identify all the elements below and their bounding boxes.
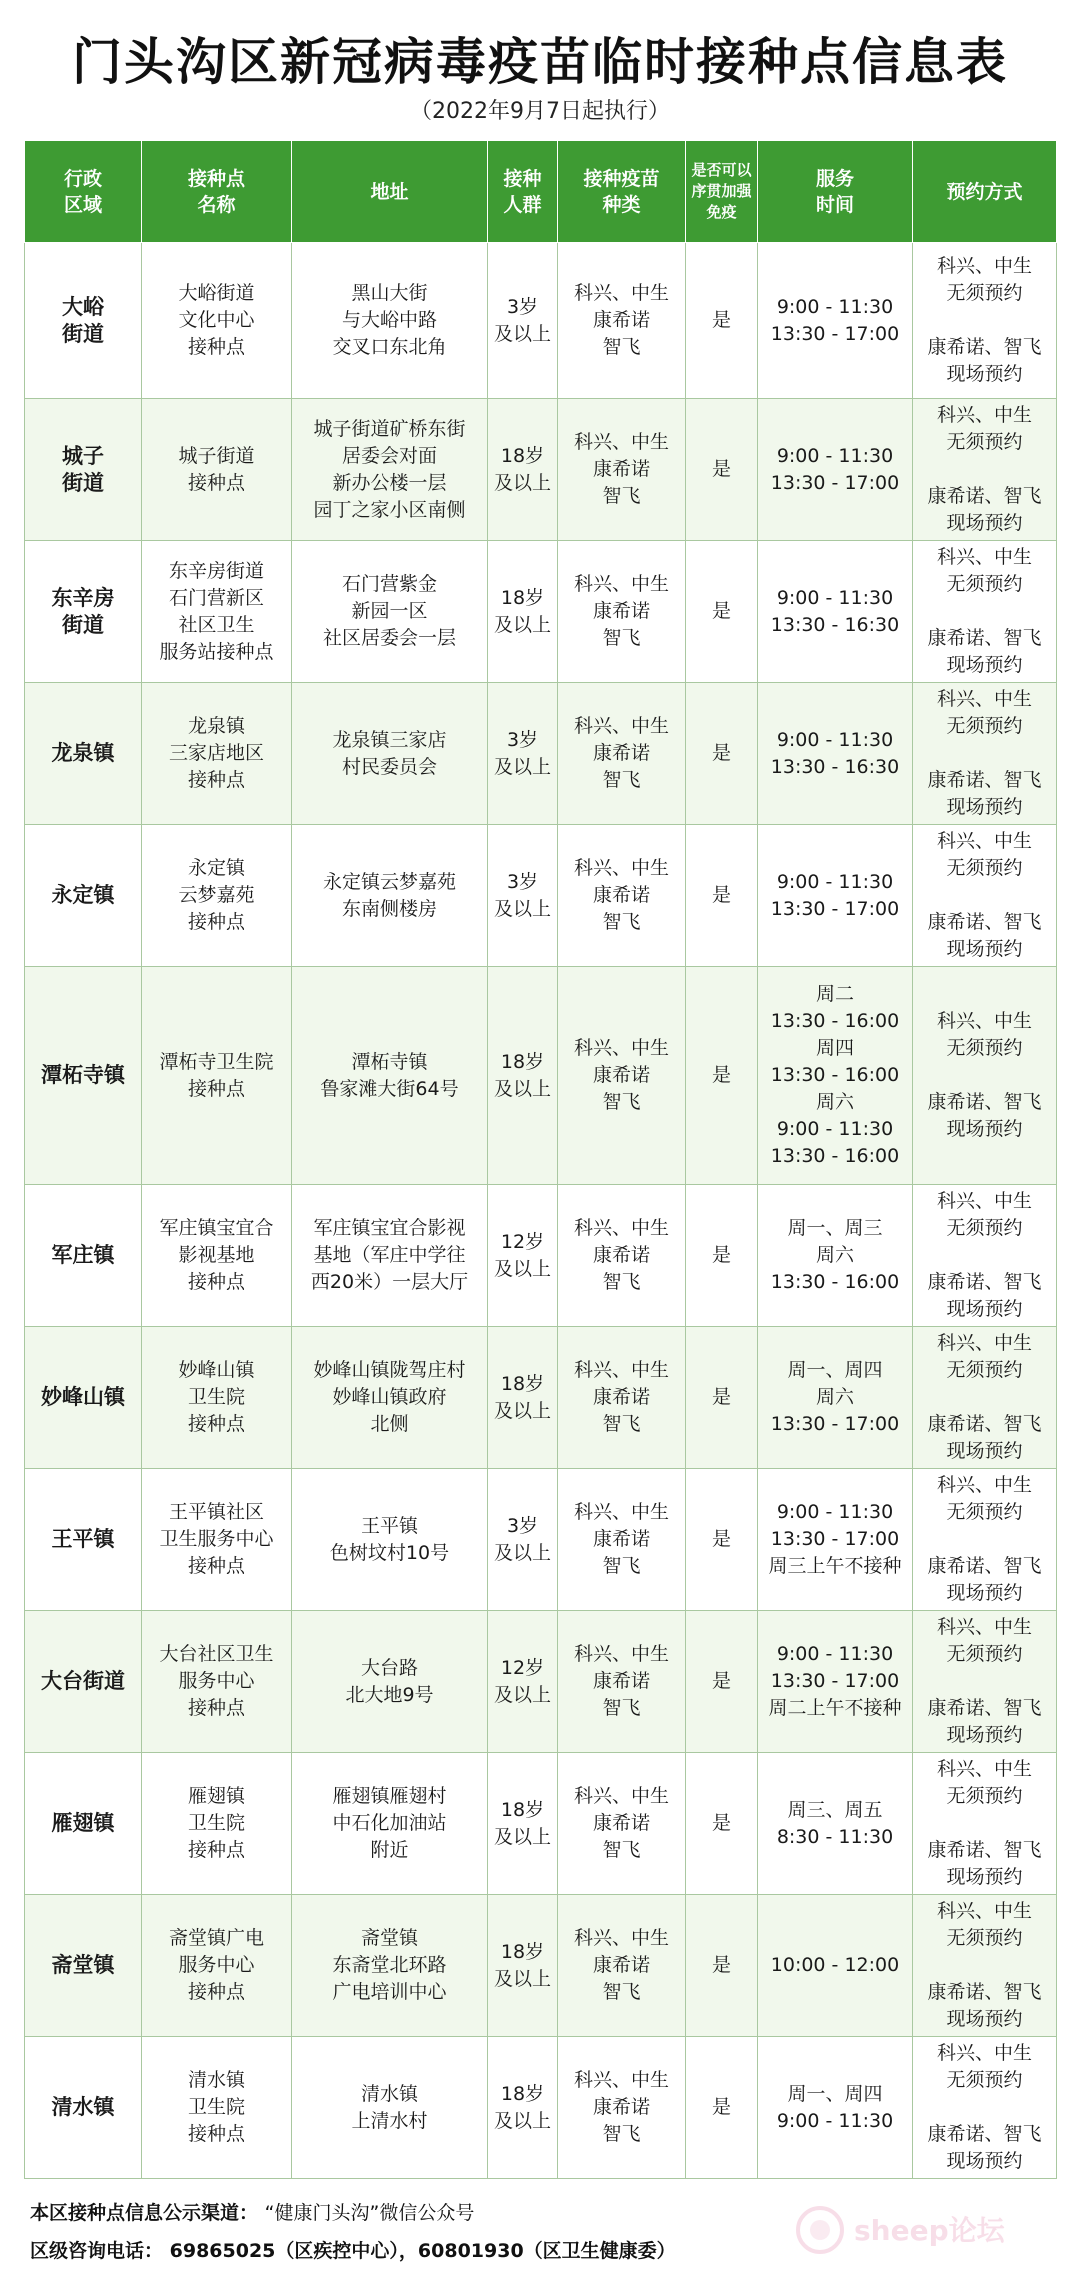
footer-channel-label: 本区接种点信息公示渠道： [30,2202,259,2224]
cell-age-group: 18岁 及以上 [488,2037,558,2179]
cell-booster: 是 [686,1753,758,1895]
cell-booking-method: 科兴、中生 无须预约 康希诺、智飞 现场预约 [913,1469,1057,1611]
cell-vaccine-types: 科兴、中生 康希诺 智飞 [558,541,686,683]
footer-channel [30,2198,474,2225]
cell-booking-method: 科兴、中生 无须预约 康希诺、智飞 现场预约 [913,541,1057,683]
cell-district: 王平镇 [25,1469,142,1611]
cell-site-name: 大峪街道 文化中心 接种点 [142,243,292,399]
cell-service-hours: 9:00 - 11:30 13:30 - 16:30 [758,683,913,825]
cell-vaccine-types: 科兴、中生 康希诺 智飞 [558,1753,686,1895]
cell-age-group: 18岁 及以上 [488,967,558,1185]
cell-site-name: 大台社区卫生 服务中心 接种点 [142,1611,292,1753]
cell-vaccine-types: 科兴、中生 康希诺 智飞 [558,399,686,541]
table-row [25,683,1057,825]
table-row [25,1611,1057,1753]
cell-booster: 是 [686,1469,758,1611]
cell-address: 潭柘寺镇 鲁家滩大街64号 [292,967,488,1185]
cell-age-group: 18岁 及以上 [488,541,558,683]
table-row [25,399,1057,541]
cell-booking-method: 科兴、中生 无须预约 康希诺、智飞 现场预约 [913,1611,1057,1753]
cell-service-hours: 9:00 - 11:30 13:30 - 17:00 周三上午不接种 [758,1469,913,1611]
cell-vaccine-types: 科兴、中生 康希诺 智飞 [558,1611,686,1753]
cell-site-name: 永定镇 云梦嘉苑 接种点 [142,825,292,967]
footer-phone-label: 区级咨询电话： [30,2240,164,2262]
cell-site-name: 东辛房街道 石门营新区 社区卫生 服务站接种点 [142,541,292,683]
cell-age-group: 3岁 及以上 [488,825,558,967]
cell-age-group: 12岁 及以上 [488,1185,558,1327]
cell-booking-method: 科兴、中生 无须预约 康希诺、智飞 现场预约 [913,1895,1057,2037]
vaccination-sites-table [24,140,1057,2179]
cell-vaccine-types: 科兴、中生 康希诺 智飞 [558,967,686,1185]
cell-booking-method: 科兴、中生 无须预约 康希诺、智飞 现场预约 [913,683,1057,825]
cell-booking-method: 科兴、中生 无须预约 康希诺、智飞 现场预约 [913,967,1057,1185]
cell-address: 大台路 北大地9号 [292,1611,488,1753]
cell-booster: 是 [686,967,758,1185]
table-header-row [25,141,1057,243]
table-row [25,825,1057,967]
cell-district: 潭柘寺镇 [25,967,142,1185]
table-row [25,1469,1057,1611]
cell-booster: 是 [686,825,758,967]
cell-address: 龙泉镇三家店 村民委员会 [292,683,488,825]
cell-booking-method: 科兴、中生 无须预约 康希诺、智飞 现场预约 [913,2037,1057,2179]
cell-district: 大峪 街道 [25,243,142,399]
cell-service-hours: 周三、周五 8:30 - 11:30 [758,1753,913,1895]
cell-booster: 是 [686,1611,758,1753]
col-header-vaccine: 接种疫苗 种类 [558,141,686,243]
page-title: 门头沟区新冠病毒疫苗临时接种点信息表 [72,33,1008,91]
cell-service-hours: 9:00 - 11:30 13:30 - 16:30 [758,541,913,683]
cell-booster: 是 [686,1185,758,1327]
cell-address: 黑山大街 与大峪中路 交叉口东北角 [292,243,488,399]
cell-district: 永定镇 [25,825,142,967]
table-row [25,2037,1057,2179]
table-row [25,1327,1057,1469]
col-header-district: 行政 区域 [25,141,142,243]
cell-district: 军庄镇 [25,1185,142,1327]
cell-vaccine-types: 科兴、中生 康希诺 智飞 [558,1895,686,2037]
table-body [25,243,1057,2179]
cell-booking-method: 科兴、中生 无须预约 康希诺、智飞 现场预约 [913,825,1057,967]
cell-address: 斋堂镇 东斋堂北环路 广电培训中心 [292,1895,488,2037]
cell-booster: 是 [686,683,758,825]
cell-age-group: 18岁 及以上 [488,1753,558,1895]
table-row [25,1753,1057,1895]
cell-service-hours: 9:00 - 11:30 13:30 - 17:00 [758,399,913,541]
cell-booster: 是 [686,541,758,683]
cell-address: 城子街道矿桥东街 居委会对面 新办公楼一层 园丁之家小区南侧 [292,399,488,541]
table-row [25,243,1057,399]
cell-site-name: 雁翅镇 卫生院 接种点 [142,1753,292,1895]
cell-site-name: 斋堂镇广电 服务中心 接种点 [142,1895,292,2037]
cell-service-hours: 10:00 - 12:00 [758,1895,913,2037]
cell-vaccine-types: 科兴、中生 康希诺 智飞 [558,1185,686,1327]
cell-service-hours: 周二 13:30 - 16:00 周四 13:30 - 16:00 周六 9:00 - 11:30 13:30 - 16:00 [758,967,913,1185]
col-header-booking: 预约方式 [913,141,1057,243]
table-row [25,1895,1057,2037]
cell-service-hours: 周一、周四 9:00 - 11:30 [758,2037,913,2179]
cell-address: 石门营紫金 新园一区 社区居委会一层 [292,541,488,683]
cell-booster: 是 [686,243,758,399]
cell-booster: 是 [686,1327,758,1469]
cell-age-group: 12岁 及以上 [488,1611,558,1753]
cell-service-hours: 周一、周三 周六 13:30 - 16:00 [758,1185,913,1327]
footer-phone-value: 69865025（区疾控中心），60801930（区卫生健康委） [169,2240,676,2262]
table-row [25,967,1057,1185]
cell-booster: 是 [686,1895,758,2037]
cell-age-group: 3岁 及以上 [488,243,558,399]
cell-vaccine-types: 科兴、中生 康希诺 智飞 [558,243,686,399]
cell-booking-method: 科兴、中生 无须预约 康希诺、智飞 现场预约 [913,399,1057,541]
cell-service-hours: 9:00 - 11:30 13:30 - 17:00 [758,243,913,399]
cell-age-group: 3岁 及以上 [488,1469,558,1611]
cell-age-group: 18岁 及以上 [488,399,558,541]
cell-site-name: 王平镇社区 卫生服务中心 接种点 [142,1469,292,1611]
cell-site-name: 清水镇 卫生院 接种点 [142,2037,292,2179]
cell-service-hours: 周一、周四 周六 13:30 - 17:00 [758,1327,913,1469]
cell-site-name: 妙峰山镇 卫生院 接种点 [142,1327,292,1469]
cell-district: 龙泉镇 [25,683,142,825]
cell-district: 东辛房 街道 [25,541,142,683]
footer-phone [30,2236,676,2263]
cell-service-hours: 9:00 - 11:30 13:30 - 17:00 周二上午不接种 [758,1611,913,1753]
table-row [25,1185,1057,1327]
cell-booking-method: 科兴、中生 无须预约 康希诺、智飞 现场预约 [913,1327,1057,1469]
cell-address: 军庄镇宝宜合影视 基地（军庄中学往 西20米）一层大厅 [292,1185,488,1327]
cell-booster: 是 [686,2037,758,2179]
footer-channel-value: “健康门头沟”微信公众号 [264,2202,475,2224]
col-header-hours: 服务 时间 [758,141,913,243]
cell-age-group: 18岁 及以上 [488,1895,558,2037]
cell-booking-method: 科兴、中生 无须预约 康希诺、智飞 现场预约 [913,1753,1057,1895]
cell-vaccine-types: 科兴、中生 康希诺 智飞 [558,2037,686,2179]
col-header-site: 接种点 名称 [142,141,292,243]
cell-booster: 是 [686,399,758,541]
watermark-text: sheep论坛 [854,2214,1005,2247]
cell-vaccine-types: 科兴、中生 康希诺 智飞 [558,683,686,825]
cell-vaccine-types: 科兴、中生 康希诺 智飞 [558,825,686,967]
cell-vaccine-types: 科兴、中生 康希诺 智飞 [558,1469,686,1611]
cell-district: 斋堂镇 [25,1895,142,2037]
cell-vaccine-types: 科兴、中生 康希诺 智飞 [558,1327,686,1469]
cell-district: 城子 街道 [25,399,142,541]
cell-site-name: 军庄镇宝宜合 影视基地 接种点 [142,1185,292,1327]
cell-address: 永定镇云梦嘉苑 东南侧楼房 [292,825,488,967]
col-header-address: 地址 [292,141,488,243]
col-header-group: 接种 人群 [488,141,558,243]
cell-booking-method: 科兴、中生 无须预约 康希诺、智飞 现场预约 [913,1185,1057,1327]
cell-address: 清水镇 上清水村 [292,2037,488,2179]
cell-service-hours: 9:00 - 11:30 13:30 - 17:00 [758,825,913,967]
page-subtitle: （2022年9月7日起执行） [410,99,670,124]
cell-address: 王平镇 色树坟村10号 [292,1469,488,1611]
table-row [25,541,1057,683]
cell-site-name: 龙泉镇 三家店地区 接种点 [142,683,292,825]
cell-district: 妙峰山镇 [25,1327,142,1469]
cell-site-name: 潭柘寺卫生院 接种点 [142,967,292,1185]
forum-watermark-logo [790,2200,1050,2260]
cell-age-group: 18岁 及以上 [488,1327,558,1469]
col-header-booster: 是否可以 序贯加强 免疫 [686,141,758,243]
cell-district: 雁翅镇 [25,1753,142,1895]
cell-address: 妙峰山镇陇驾庄村 妙峰山镇政府 北侧 [292,1327,488,1469]
cell-address: 雁翅镇雁翅村 中石化加油站 附近 [292,1753,488,1895]
cell-district: 清水镇 [25,2037,142,2179]
cell-booking-method: 科兴、中生 无须预约 康希诺、智飞 现场预约 [913,243,1057,399]
cell-site-name: 城子街道 接种点 [142,399,292,541]
cell-district: 大台街道 [25,1611,142,1753]
cell-age-group: 3岁 及以上 [488,683,558,825]
